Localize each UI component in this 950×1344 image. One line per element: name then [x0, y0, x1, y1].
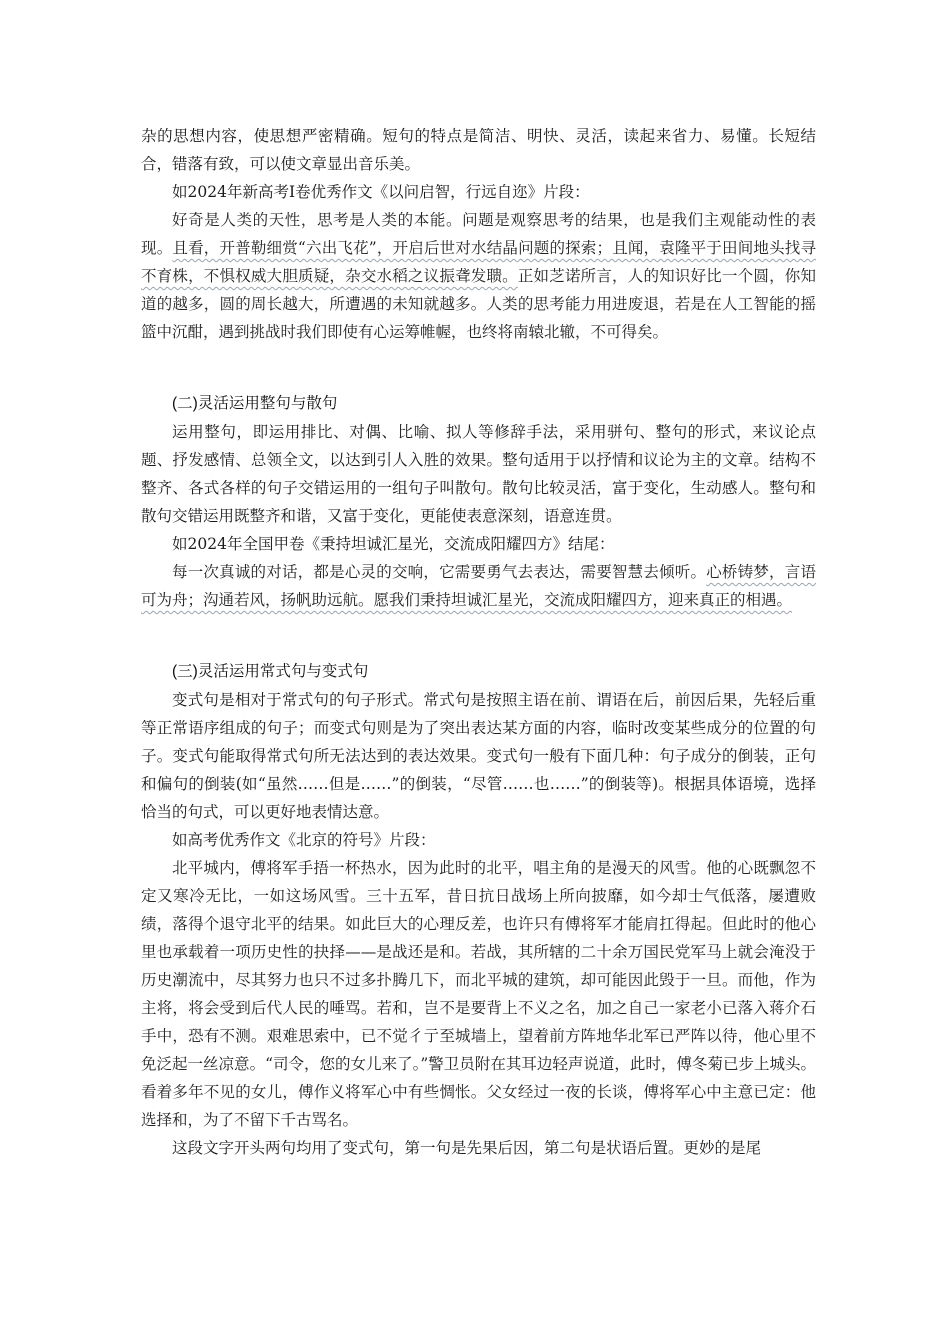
- quote-highlighted-text: 心桥铸梦，言语可为舟；沟通若风，扬帆助远航。愿我们秉持坦诚汇星光，交流成阳耀四方，迎来真正的相遇。: [141, 563, 816, 609]
- section-heading-2: (二)灵活运用整句与散句: [172, 395, 338, 412]
- paragraph-example-intro-2: 如2024年全国甲卷《秉持坦诚汇星光，交流成阳耀四方》结尾：: [172, 535, 615, 553]
- paragraph-variant-sentences: 变式句是相对于常式句的句子形式。常式句是按照主语在前、谓语在后，前因后果，先轻后重等正常语序组成的句子；而变式句则是为了突出表达某方面的内容，临时改变某些成分的位置的句子。变式句能取得常式句所无法达到的表达效果。变式句一般有下面几种：句子成分的倒装，正句和偏句的倒装(如“虽然……但是……”的倒装，“尽管……也……”的倒装等)。根据具体语境，选择恰当的句式，可以更好地表情达意。: [141, 691, 816, 821]
- section-heading-3: (三)灵活运用常式句与变式句: [172, 663, 369, 680]
- quote-essay-excerpt-3: 北平城内，傅将军手捂一杯热水，因为此时的北平，唱主角的是漫天的风雪。他的心既飘忽不定又寒冷无比，一如这场风雪。三十五军，昔日抗日战场上所向披靡，如今却士气低落，屡遭败绩，落得个退守北平的结果。如此巨大的心理反差，也许只有傅将军才能肩扛得起。但此时的他心里也承载着一项历史性的抉择——是战还是和。若战，其所辖的二十余万国民党军马上就会淹没于历史潮流中，尽其努力也只不过多扑腾几下，而北平城的建筑，却可能因此毁于一旦。而他，作为主将，将会受到后代人民的唾骂。若和，岂不是要背上不义之名，加之自己一家老小已落入蒋介石手中，恐有不测。艰难思索中，已不觉彳亍至城墙上，望着前方阵地华北军已严阵以待，他心里不免泛起一丝凉意。“司令，您的女儿来了。”警卫员附在其耳边轻声说道，此时，傅冬菊已步上城头。看着多年不见的女儿，傅作义将军心中有些惆怅。父女经过一夜的长谈，傅将军心中主意已定：他选择和，为了不留下千古骂名。: [141, 859, 816, 1129]
- quote-highlighted-text: 且看，开普勒细赏“六出飞花”，开启后世对水结晶问题的探索；且闻，袁隆平于田间地头找寻不育株，不惧权威大胆质疑，杂交水稻之议振聋发聩。: [141, 239, 816, 285]
- quote-text: 好奇是人类的天性，思考是人类的本能。问题是观察思考的结果，也是我们主观能动性的表现。: [141, 211, 816, 257]
- paragraph-example-intro-3: 如高考优秀作文《北京的符号》片段：: [172, 831, 436, 849]
- quote-text: 每一次真诚的对话，都是心灵的交响，它需要勇气去表达，需要智慧去倾听。: [172, 563, 707, 581]
- paragraph-parallel-sentences: 运用整句，即运用排比、对偶、比喻、拟人等修辞手法，采用骈句、整句的形式，来议论点题、抒发感情、总领全文，以达到引人入胜的效果。整句适用于以抒情和议论为主的文章。结构不整齐、各式各样的句子交错运用的一组句子叫散句。散句比较灵活，富于变化，生动感人。整句和散句交错运用既整齐和谐，又富于变化，更能使表意深刻，语意连贯。: [141, 423, 816, 525]
- quote-essay-excerpt-1: [141, 206, 816, 346]
- quote-essay-excerpt-2: [141, 558, 816, 614]
- document-body: [141, 122, 816, 1162]
- paragraph-short-sentences: 杂的思想内容，使思想严密精确。短句的特点是简洁、明快、灵活，读起来省力、易懂。长短结合，错落有致，可以使文章显出音乐美。: [141, 127, 816, 173]
- quote-text: 正如芝诺所言，人的知识好比一个圆，你知道的越多，圆的周长越大，所遭遇的未知就越多。人类的思考能力用进废退，若是在人工智能的摇篮中沉酣，遇到挑战时我们即使有心运筹帷幄，也终将南辕北辙，不可得矣。: [141, 267, 816, 341]
- paragraph-example-intro-1: 如2024年新高考Ⅰ卷优秀作文《以问启智，行远自迩》片段：: [172, 183, 590, 201]
- paragraph-analysis: 这段文字开头两句均用了变式句，第一句是先果后因，第二句是状语后置。更妙的是尾: [172, 1139, 762, 1157]
